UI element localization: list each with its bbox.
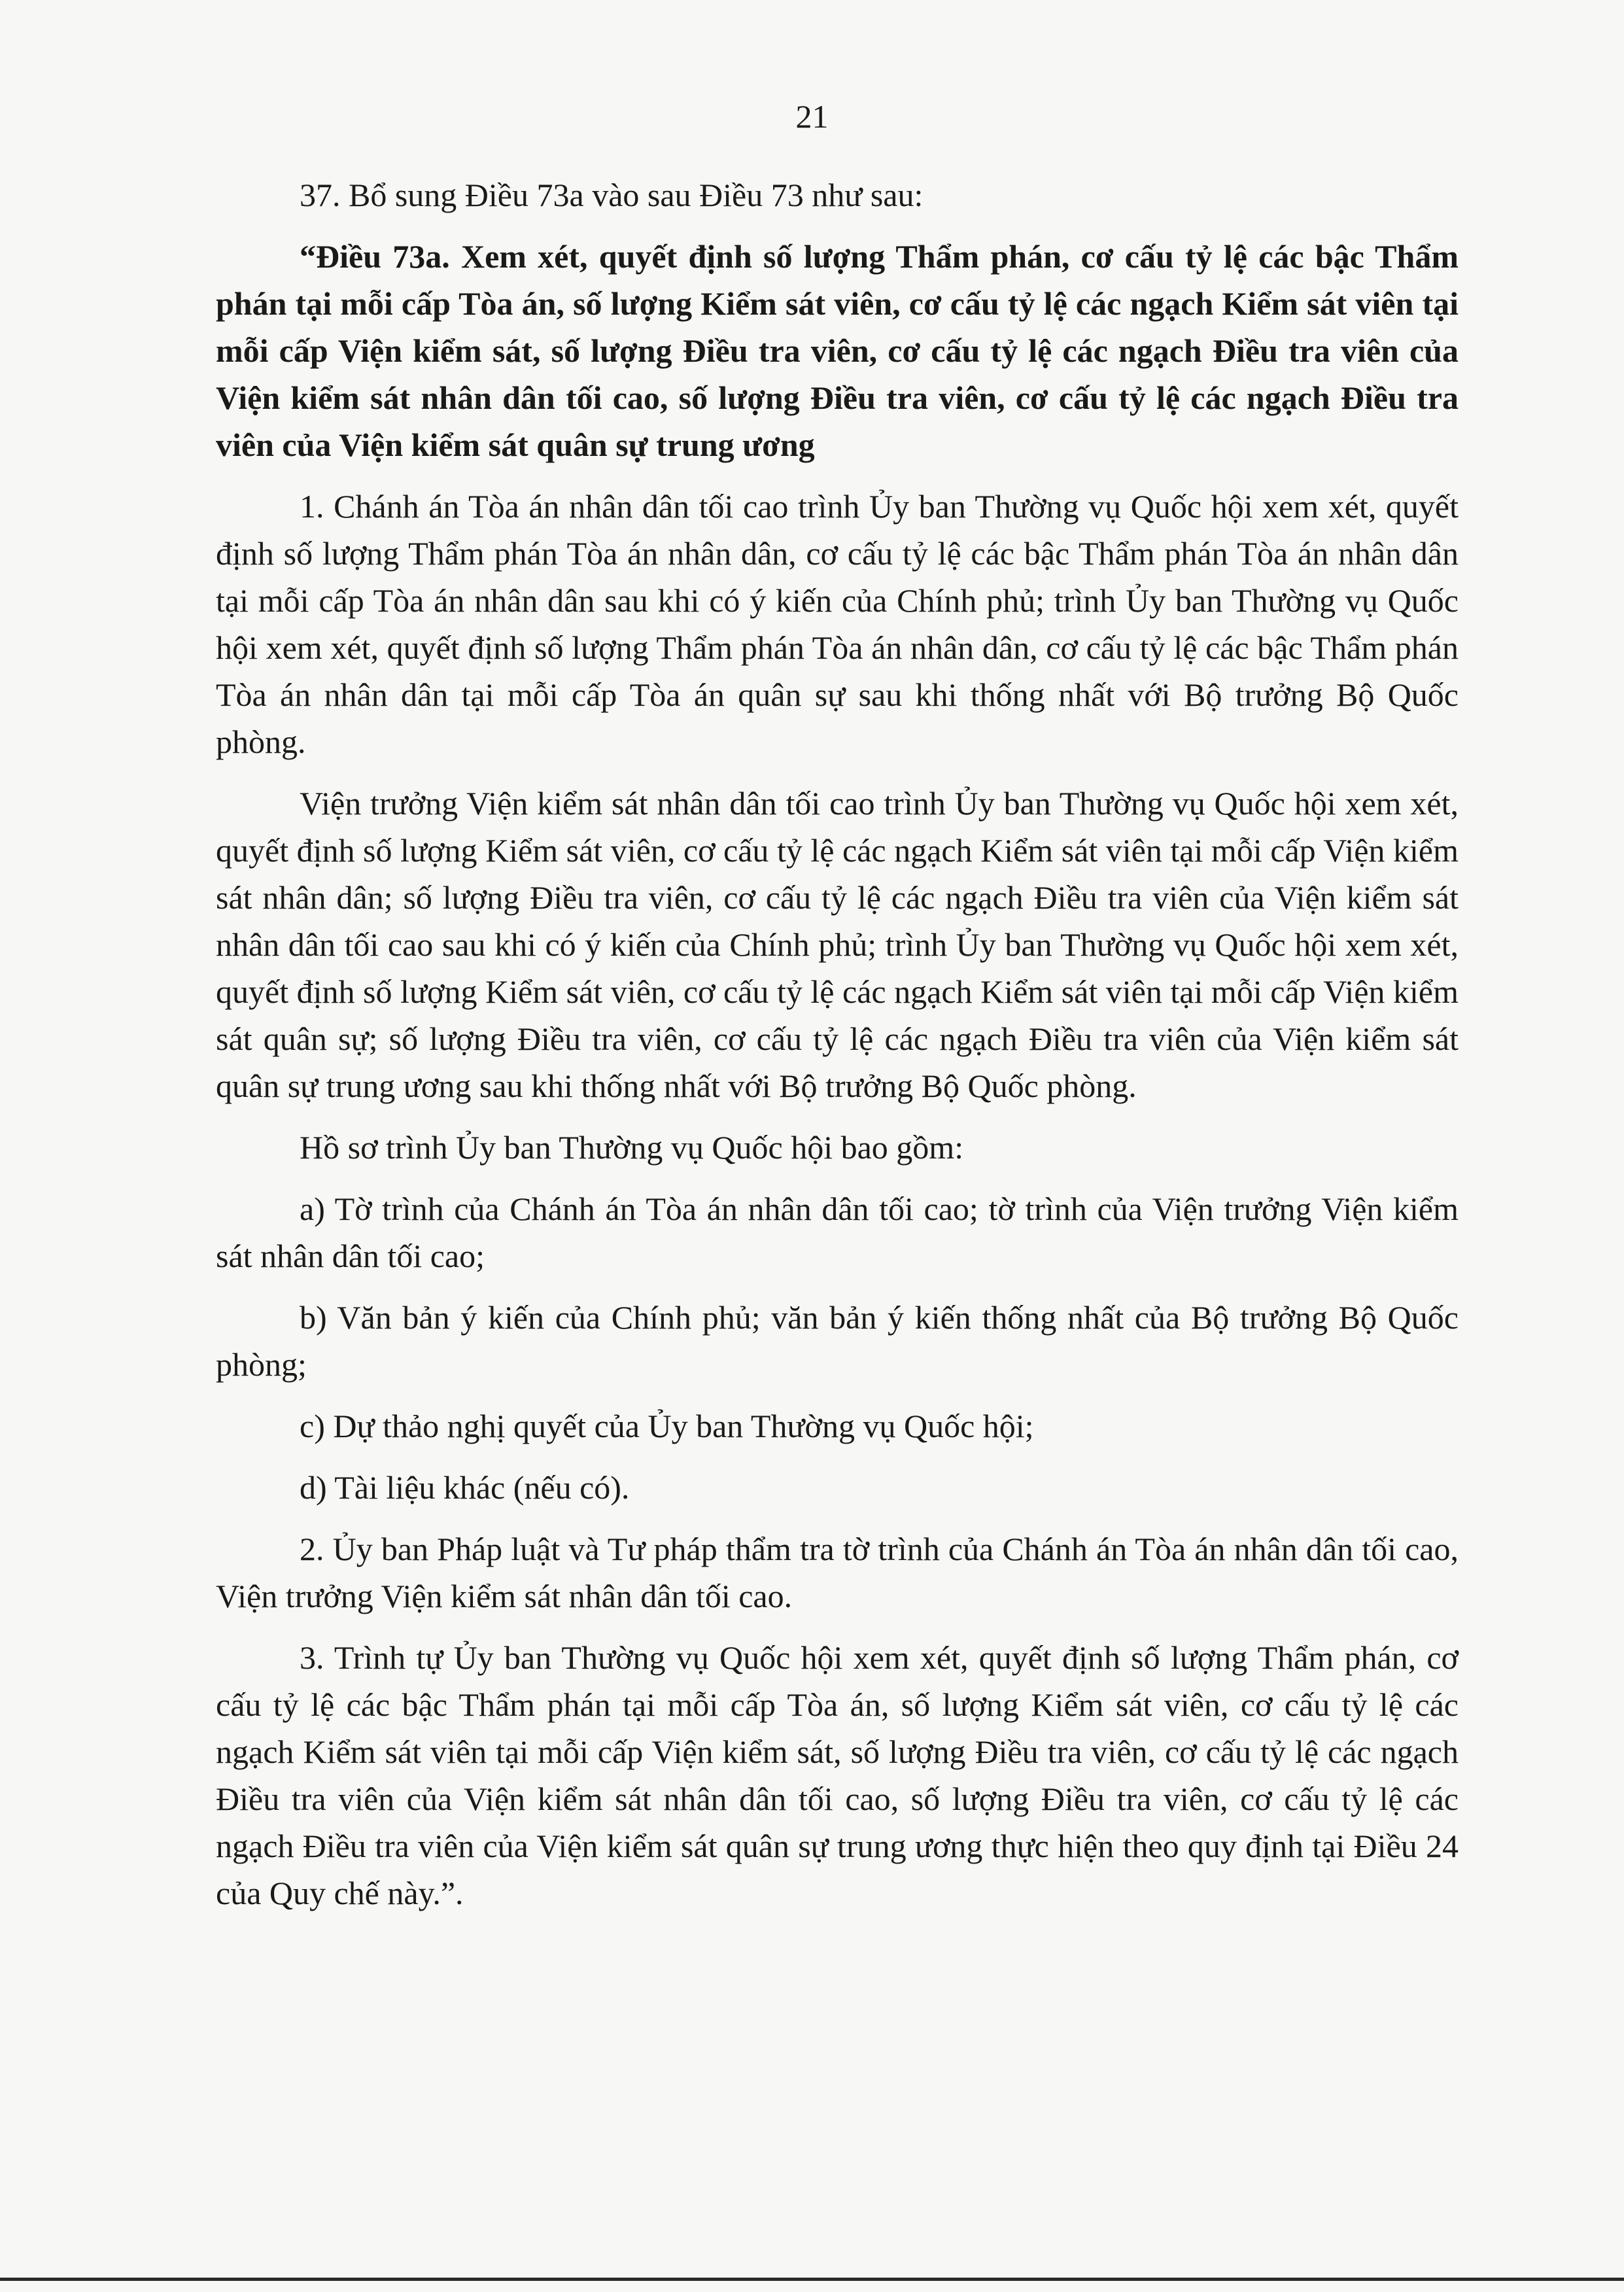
article-heading: “Điều 73a. Xem xét, quyết định số lượng Thẩm phán, cơ cấu tỷ lệ các bậc Thẩm phán tại mỗi cấp Tòa án, số lượng Kiểm sát viên, cơ cấu tỷ lệ các ngạch Kiểm sát viên tại mỗi cấp Viện kiểm sát, số lượng Điều tra viên, cơ cấu tỷ lệ các ngạch Điều tra viên của Viện kiểm sát nhân dân tối cao, số lượng Điều tra viên, cơ cấu tỷ lệ các ngạch Điều tra viên của Viện kiểm sát quân sự trung ương (216, 238, 1459, 463)
dossier-item-a: a) Tờ trình của Chánh án Tòa án nhân dân tối cao; tờ trình của Viện trưởng Viện kiểm sát nhân dân tối cao; (216, 1190, 1459, 1274)
dossier-item-d: d) Tài liệu khác (nếu có). (300, 1469, 630, 1506)
dossier-item-b: b) Văn bản ý kiến của Chính phủ; văn bản ý kiến thống nhất của Bộ trưởng Bộ Quốc phòng; (216, 1299, 1459, 1383)
paragraph-review: 2. Ủy ban Pháp luật và Tư pháp thẩm tra tờ trình của Chánh án Tòa án nhân dân tối cao, Viện trưởng Viện kiểm sát nhân dân tối cao. (216, 1531, 1459, 1614)
paragraph-2: Viện trưởng Viện kiểm sát nhân dân tối cao trình Ủy ban Thường vụ Quốc hội xem xét, quyết định số lượng Kiểm sát viên, cơ cấu tỷ lệ các ngạch Kiểm sát viên tại mỗi cấp Viện kiểm sát nhân dân; số lượng Điều tra viên, cơ cấu tỷ lệ các ngạch Điều tra viên của Viện kiểm sát nhân dân tối cao sau khi có ý kiến của Chính phủ; trình Ủy ban Thường vụ Quốc hội xem xét, quyết định số lượng Kiểm sát viên, cơ cấu tỷ lệ các ngạch Kiểm sát viên tại mỗi cấp Viện kiểm sát quân sự; số lượng Điều tra viên, cơ cấu tỷ lệ các ngạch Điều tra viên của Viện kiểm sát quân sự trung ương sau khi thống nhất với Bộ trưởng Bộ Quốc phòng. (216, 785, 1459, 1104)
dossier-intro: Hồ sơ trình Ủy ban Thường vụ Quốc hội bao gồm: (300, 1129, 964, 1166)
bottom-border-line (0, 2278, 1624, 2281)
paragraph-procedure: 3. Trình tự Ủy ban Thường vụ Quốc hội xem xét, quyết định số lượng Thẩm phán, cơ cấu tỷ lệ các bậc Thẩm phán tại mỗi cấp Tòa án, số lượng Kiểm sát viên, cơ cấu tỷ lệ các ngạch Kiểm sát viên tại mỗi cấp Viện kiểm sát, số lượng Điều tra viên, cơ cấu tỷ lệ các ngạch Điều tra viên của Viện kiểm sát nhân dân tối cao, số lượng Điều tra viên, cơ cấu tỷ lệ các ngạch Điều tra viên của Viện kiểm sát quân sự trung ương thực hiện theo quy định tại Điều 24 của Quy chế này.”. (216, 1639, 1459, 1911)
amendment-intro: 37. Bổ sung Điều 73a vào sau Điều 73 như sau: (300, 177, 924, 213)
dossier-item-c: c) Dự thảo nghị quyết của Ủy ban Thường vụ Quốc hội; (300, 1408, 1034, 1444)
paragraph-1: 1. Chánh án Tòa án nhân dân tối cao trình Ủy ban Thường vụ Quốc hội xem xét, quyết định số lượng Thẩm phán Tòa án nhân dân, cơ cấu tỷ lệ các bậc Thẩm phán Tòa án nhân dân tại mỗi cấp Tòa án nhân dân sau khi có ý kiến của Chính phủ; trình Ủy ban Thường vụ Quốc hội xem xét, quyết định số lượng Thẩm phán Tòa án nhân dân, cơ cấu tỷ lệ các bậc Thẩm phán Tòa án nhân dân tại mỗi cấp Tòa án quân sự sau khi thống nhất với Bộ trưởng Bộ Quốc phòng. (216, 488, 1459, 760)
document-body (216, 171, 1459, 1917)
page-number: 21 (795, 98, 829, 135)
